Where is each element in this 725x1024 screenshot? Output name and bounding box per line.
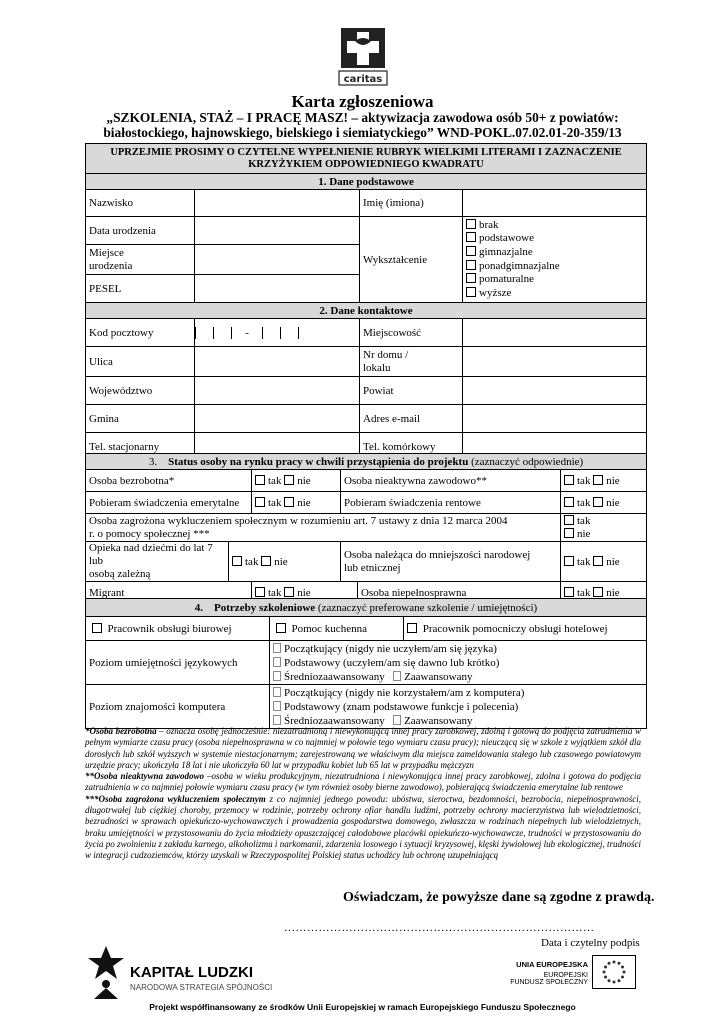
edu-option[interactable]: ponadgimnazjalne <box>466 260 646 274</box>
checkbox-icon <box>255 475 265 485</box>
computer-option[interactable]: Zaawansowany <box>393 715 472 727</box>
checkbox-icon <box>232 556 242 566</box>
language-option[interactable]: Początkujący (nigdy nie uczyłem/am się języka) <box>273 642 646 656</box>
footnote-nieaktywna: **Osoba nieaktywna zawodowo –osoba w wieku produkcyjnym, niezatrudniona i niewykonująca innej pracy zarobkowej, zdolna i gotowa do podjęcia zatrudnienia w co najmniej połowie wymiaru czasu pracy (w tym również osoby bierne zawodowo), pobierającą świadczenia emerytalne lub rentowe <box>85 771 642 793</box>
footnote-bezrobotna: *Osoba bezrobotna – oznacza osobę jednocześnie: niezatrudnioną i niewykonującą innej pracy zarobkowej, zdolną i gotową do podjęcia zatrudnienia w pełnym wymiarze czasu pracy (osoba niepełnosprawna w co najmniej w połowie tego wymiaru czasu pracy); nieuczącą się w szkole z wyjątkiem szkół dla dorosłych lub szkół wyższych w systemie niestacjonarnym; zarejestrowaną we właściwym dla miejsca zameldowania stałego lub czasowego powiatowym urzędzie pracy; ukończyła 18 lat i nie ukończyła 60 lat w przypadku kobiet lub 65 lat w przypadku mężczyzn <box>85 726 641 770</box>
label-tel-stacjonarny: Tel. stacjonarny <box>86 433 195 462</box>
label-rentowe: Pobieram świadczenia rentowe <box>341 492 561 514</box>
label-gmina: Gmina <box>86 405 195 433</box>
input-imie[interactable] <box>463 190 647 217</box>
svg-text:caritas: caritas <box>343 74 383 85</box>
edu-option[interactable]: brak <box>466 219 646 233</box>
checkbox-icon <box>273 643 281 653</box>
label-imie: Imię (imiona) <box>360 190 463 217</box>
checkbox-icon <box>261 556 271 566</box>
label-bezrobotna: Osoba bezrobotna* <box>86 470 252 492</box>
checkbox-icon <box>92 623 102 633</box>
input-kod-pocztowy[interactable]: - <box>195 319 360 347</box>
label-miejscowosc: Miejscowość <box>360 319 463 347</box>
label-nazwisko: Nazwisko <box>86 190 195 217</box>
footnotes <box>85 726 641 862</box>
input-nazwisko[interactable] <box>195 190 360 217</box>
edu-option[interactable]: wyższe <box>466 287 646 301</box>
checkbox-icon <box>284 587 294 597</box>
checkbox-icon <box>466 246 476 256</box>
checkbox-icon <box>593 556 603 566</box>
checkbox-icon <box>466 273 476 283</box>
checkbox-icon <box>255 587 265 597</box>
input-nr-domu[interactable] <box>463 347 647 377</box>
computer-option[interactable]: Podstawowy (znam podstawowe funkcje i polecenia) <box>273 700 646 714</box>
eu-flag-icon <box>592 955 636 989</box>
training-option[interactable]: Pracownik pomocniczy obsługi hotelowej <box>404 617 647 641</box>
yesno-migrant[interactable]: tak nie <box>252 582 358 604</box>
checkbox-icon <box>593 497 603 507</box>
label-migrant: Migrant <box>86 582 252 604</box>
language-option[interactable]: Zaawansowany <box>393 671 472 683</box>
training-option[interactable]: Pomoc kuchenna <box>270 617 404 641</box>
checkbox-icon <box>393 715 401 725</box>
checkbox-icon <box>564 475 574 485</box>
checkbox-icon <box>273 657 281 667</box>
kapital-ludzki-title: KAPITAŁ LUDZKI <box>130 964 254 981</box>
checkbox-icon <box>564 587 574 597</box>
checkbox-icon <box>273 715 281 725</box>
label-pesel: PESEL <box>86 275 195 303</box>
checkbox-icon <box>273 671 281 681</box>
checkbox-icon <box>393 671 401 681</box>
section3-title: 3. Status osoby na rynku pracy w chwili przystąpienia do projektu (zaznaczyć odpowiednie) <box>86 454 647 470</box>
language-option[interactable]: Średniozaawansowany <box>273 671 385 683</box>
checkbox-icon <box>593 587 603 597</box>
checkbox-icon <box>466 219 476 229</box>
input-powiat[interactable] <box>463 377 647 405</box>
checkbox-icon <box>564 497 574 507</box>
input-miejscowosc[interactable] <box>463 319 647 347</box>
computer-option[interactable]: Początkujący (nigdy nie korzystałem/am z komputera) <box>273 686 646 700</box>
education-options <box>463 217 647 303</box>
label-miejsce-urodzenia: Miejsce urodzenia <box>86 245 195 275</box>
label-niepelnosprawna: Osoba niepełnosprawna <box>358 582 561 604</box>
language-option[interactable]: Podstawowy (uczyłem/am się dawno lub krótko) <box>273 656 646 670</box>
label-opieka: Opieka nad dziećmi do lat 7 lub osobą zależną <box>86 542 229 582</box>
declaration: Oświadczam, że powyższe dane są zgodne z prawdą. <box>343 890 655 905</box>
signature-caption: Data i czytelny podpis <box>541 937 640 949</box>
label-jezyk: Poziom umiejętności językowych <box>86 641 270 685</box>
section4-title: 4. Potrzeby szkoleniowe (zaznaczyć preferowane szkolenie / umiejętności) <box>86 599 647 617</box>
edu-option[interactable]: gimnazjalne <box>466 246 646 260</box>
computer-option[interactable]: Średniozaawansowany <box>273 715 385 727</box>
label-data-urodzenia: Data urodzenia <box>86 217 195 245</box>
kapital-ludzki-subtitle: NARODOWA STRATEGIA SPÓJNOŚCI <box>130 983 273 992</box>
label-tel-komorkowy: Tel. komórkowy <box>360 433 463 462</box>
yesno-rentowe[interactable]: tak nie <box>561 492 647 514</box>
checkbox-icon <box>273 701 281 711</box>
label-zagrozona: Osoba zagrożona wykluczeniem społecznym w rozumieniu art. 7 ustawy z dnia 12 marca 2004 r. o pomocy społecznej *** <box>86 514 561 542</box>
edu-option[interactable]: podstawowe <box>466 232 646 246</box>
label-wojewodztwo: Województwo <box>86 377 195 405</box>
label-email: Adres e-mail <box>360 405 463 433</box>
eu-text: UNIA EUROPEJSKA EUROPEJSKI FUNDUSZ SPOŁECZNY <box>510 960 588 986</box>
yesno-nieaktywna[interactable]: tak nie <box>561 470 647 492</box>
project-title-line1: „SZKOLENIA, STAŻ – I PRACĘ MASZ! – aktywizacja zawodowa osób 50+ z powiatów: <box>106 110 619 125</box>
checkbox-icon <box>284 497 294 507</box>
footnote-zagrozona: ***Osoba zagrożona wykluczeniem społecznym z co najmniej jednego powodu: ubóstwa, sieroctwa, bezdomności, bezrobocia, niepełnosprawności, długotrwałej lub ciężkiej choroby, przemocy w rodzinie, potrzeby ochrony ofiar handlu ludźmi, potrzeby ochrony macierzyństwa lub wielodzietności, bezradności w sprawach opiekuńczo-wychowawczych i prowadzenia gospodarstwa domowego, zwłaszcza w rodzinach niepełnych lub wielodzietnych, braku umiejętności w przystosowaniu do życia młodzieży opuszczającej całodobowe placówki opiekuńczo-wychowawcze, trudności w przystosowaniu do życia po zwolnieniu z zakładu karnego, alkoholizmu i narkomanii, zdarzenia losowego i sytuacji kryzysowej, klęski żywiołowej lub ekologicznej, trudności w integracji cudzoziemców, którzy uzyskali w Rzeczypospolitej Polskiej status uchodźcy lub ochronę uzupełniającą <box>85 793 641 861</box>
checkbox-icon <box>564 556 574 566</box>
notice: UPRZEJMIE PROSIMY O CZYTELNE WYPEŁNIENIE RUBRYK WIELKIMI LITERAMI I ZAZNACZENIE KRZYŻYKIEM ODPOWIEDNIEGO KWADRATU <box>86 144 647 174</box>
kapital-ludzki-icon <box>86 944 128 1000</box>
input-gmina[interactable] <box>195 405 360 433</box>
cofinancing-note: Projekt współfinansowany ze środków Unii Europejskiej w ramach Europejskiego Funduszu Społecznego <box>149 1002 576 1012</box>
checkbox-icon <box>466 287 476 297</box>
label-powiat: Powiat <box>360 377 463 405</box>
checkbox-icon <box>466 260 476 270</box>
form-table-needs <box>85 598 647 729</box>
checkbox-icon <box>407 623 417 633</box>
edu-option[interactable]: pomaturalne <box>466 273 646 287</box>
project-title-line2: białostockiego, hajnowskiego, bielskiego i siemiatyckiego” WND-POKL.07.02.01-20-359/13 <box>103 125 622 140</box>
label-komputer: Poziom znajomości komputera <box>86 685 270 729</box>
input-wojewodztwo[interactable] <box>195 377 360 405</box>
yesno-emerytalne[interactable]: tak nie <box>252 492 341 514</box>
checkbox-icon <box>593 475 603 485</box>
yesno-opieka[interactable]: tak nie <box>229 542 341 582</box>
form-table-basic <box>85 143 647 462</box>
checkbox-icon <box>273 687 281 697</box>
yesno-niepelnosprawna[interactable]: tak nie <box>561 582 647 604</box>
form-table-status <box>85 453 647 604</box>
computer-options <box>270 685 647 729</box>
label-kod-pocztowy: Kod pocztowy <box>86 319 195 347</box>
section1-title: 1. Dane podstawowe <box>86 174 647 190</box>
label-emerytalne: Pobieram świadczenia emerytalne <box>86 492 252 514</box>
signature-line[interactable]: ……………………………………………………………………… <box>284 922 595 934</box>
checkbox-icon <box>564 528 574 538</box>
form-title: Karta zgłoszeniowa <box>291 92 434 111</box>
input-miejsce-urodzenia[interactable] <box>195 245 360 275</box>
input-data-urodzenia[interactable] <box>195 217 360 245</box>
label-nr-domu: Nr domu / lokalu <box>360 347 463 377</box>
label-nieaktywna: Osoba nieaktywna zawodowo** <box>341 470 561 492</box>
checkbox-icon <box>284 475 294 485</box>
training-option[interactable]: Pracownik obsługi biurowej <box>86 617 270 641</box>
language-options <box>270 641 647 685</box>
caritas-logo <box>336 27 390 87</box>
input-pesel[interactable] <box>195 275 360 303</box>
label-mniejszosc: Osoba należąca do mniejszości narodowej lub etnicznej <box>341 542 561 582</box>
checkbox-icon <box>466 232 476 242</box>
section2-title: 2. Dane kontaktowe <box>86 303 647 319</box>
input-ulica[interactable] <box>195 347 360 377</box>
yesno-bezrobotna[interactable]: tak nie <box>252 470 341 492</box>
yesno-mniejszosc[interactable]: tak nie <box>561 542 647 582</box>
label-wyksztalcenie: Wykształcenie <box>360 217 463 303</box>
checkbox-icon <box>276 623 286 633</box>
input-email[interactable] <box>463 405 647 433</box>
checkbox-icon <box>564 515 574 525</box>
checkbox-icon <box>255 497 265 507</box>
yesno-zagrozona[interactable]: tak nie <box>561 514 647 542</box>
label-ulica: Ulica <box>86 347 195 377</box>
